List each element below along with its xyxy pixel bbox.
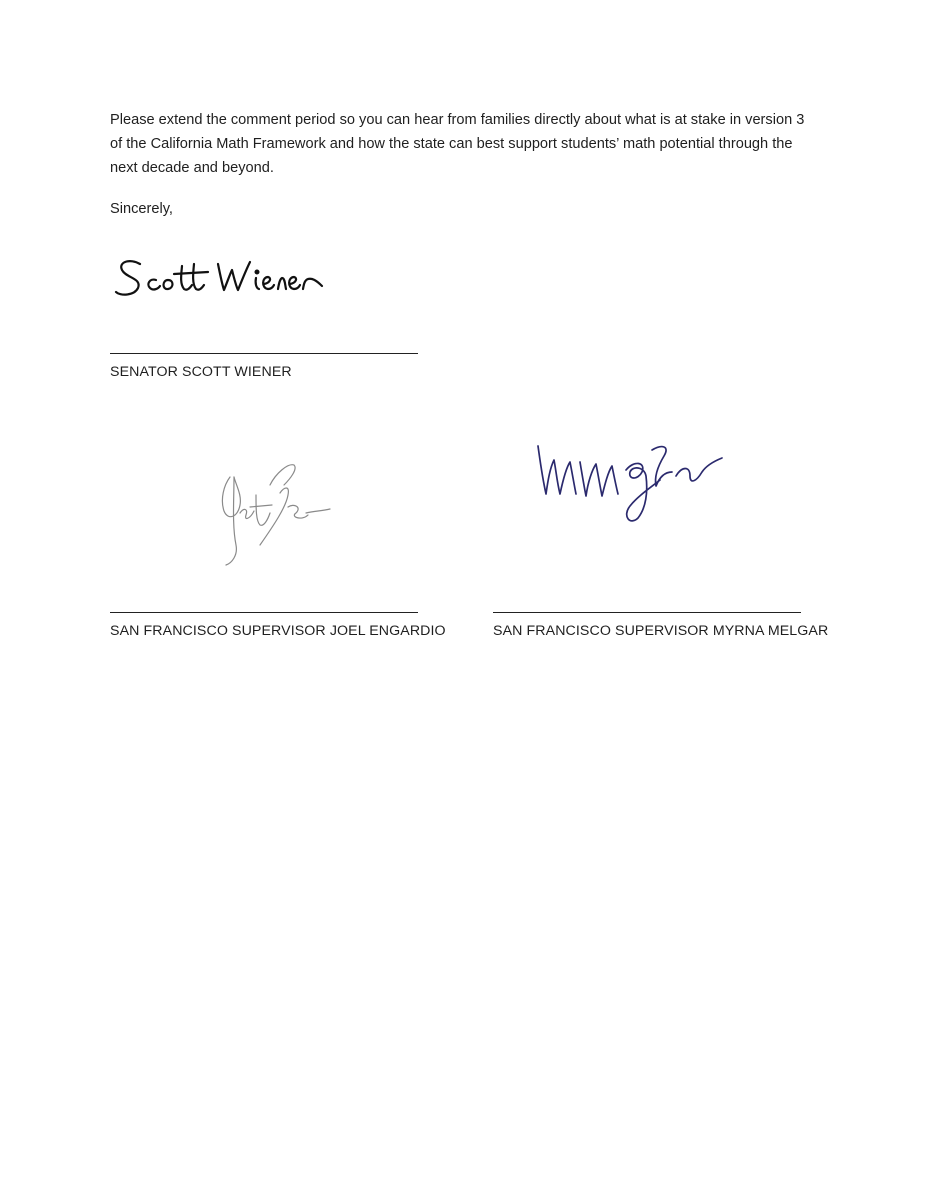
signature-scott-wiener [112, 250, 332, 310]
signatory-name-scott-wiener: SENATOR SCOTT WIENER [110, 364, 292, 380]
signatory-name-myrna-melgar: SAN FRANCISCO SUPERVISOR MYRNA MELGAR [493, 623, 829, 639]
letter-paragraph: Please extend the comment period so you can hear from families directly about what is at stake in version 3 of the California Math Framework and how the state can best support students’ math potential through the next decade and beyond. [110, 112, 805, 176]
signature-line-myrna-melgar [493, 612, 801, 613]
signature-joel-engardio [210, 455, 340, 570]
signature-myrna-melgar [530, 436, 735, 528]
signature-line-scott-wiener [110, 353, 418, 354]
letter-closing: Sincerely, [110, 201, 173, 217]
signature-line-joel-engardio [110, 612, 418, 613]
signatory-name-joel-engardio: SAN FRANCISCO SUPERVISOR JOEL ENGARDIO [110, 623, 446, 639]
